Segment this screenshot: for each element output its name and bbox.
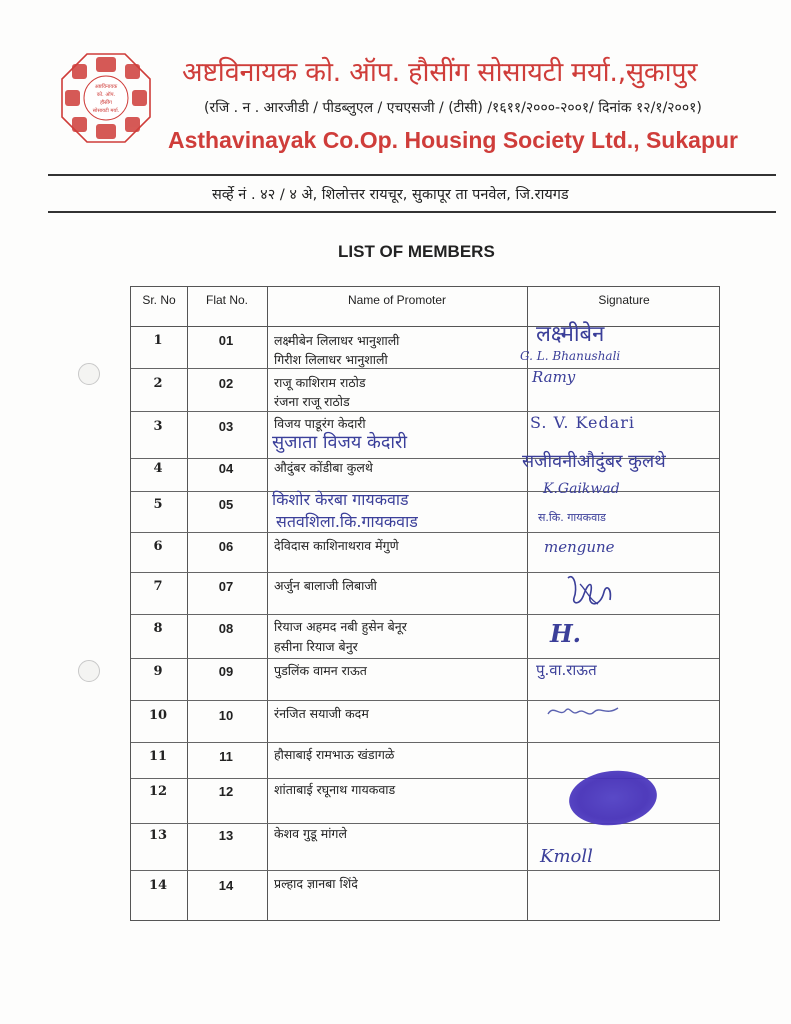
row-divider <box>131 572 719 573</box>
row-divider <box>131 411 719 412</box>
sr-no-cell: 12 <box>148 784 168 799</box>
header-divider <box>48 174 776 176</box>
promoter-name: प्रल्हाद ज्ञानबा शिंदे <box>274 876 358 891</box>
signature: S. V. Kedari <box>530 413 636 432</box>
row-divider <box>131 823 719 824</box>
column-header-sr-no: Sr. No <box>142 293 176 307</box>
promoter-name-stamp: किशोर केरबा गायकवाड <box>272 490 409 509</box>
column-header-name: Name of Promoter <box>347 293 447 307</box>
row-divider <box>131 870 719 871</box>
sr-no-cell: 14 <box>148 878 168 893</box>
sr-no-cell: 13 <box>148 828 168 843</box>
sr-no-cell: 5 <box>153 497 163 512</box>
document-title: LIST OF MEMBERS <box>338 242 495 261</box>
header-divider <box>48 211 776 213</box>
signature-scribble <box>560 570 620 612</box>
row-divider <box>131 491 719 492</box>
flat-no-cell: 09 <box>218 664 234 679</box>
flat-no-cell: 02 <box>218 376 234 391</box>
signature-scribble <box>544 698 624 726</box>
promoter-name: लक्ष्मीबेन लिलाधर भानुशाली <box>274 333 400 348</box>
flat-no-cell: 01 <box>218 333 234 348</box>
logo-text-line: सोसायटी मर्या. <box>92 108 120 114</box>
row-divider <box>131 614 719 615</box>
promoter-name: राजू काशिराम राठोड <box>274 375 366 390</box>
signature: पु.वा.राऊत <box>536 661 597 679</box>
sr-no-cell: 7 <box>153 579 163 594</box>
signature: सजीवनीऔदुंबर कुलथे <box>522 451 666 472</box>
column-divider <box>527 287 528 920</box>
promoter-name: गिरीश लिलाधर भानुशाली <box>274 352 388 367</box>
flat-no-cell: 04 <box>218 461 234 476</box>
promoter-name: औदुंबर कोंडीबा कुलथे <box>274 460 373 475</box>
registration-number: (रजि . न . आरजीडी / पीडब्लुएल / एचएसजी / (टीसी) /१६११/२०००-२००१/ दिनांक १२/१/२००१) <box>204 100 702 116</box>
promoter-name: हौसाबाई रामभाऊ खंडागळे <box>274 747 395 762</box>
promoter-name: अर्जुन बालाजी लिबाजी <box>274 578 377 593</box>
punch-hole <box>78 363 100 385</box>
column-divider <box>267 287 268 920</box>
society-name-english: Asthavinayak Co.Op. Housing Society Ltd., Sukapur <box>168 127 738 153</box>
column-header-flat-no: Flat No. <box>205 293 248 307</box>
flat-no-cell: 03 <box>218 419 234 434</box>
logo-text-line: हौसींग <box>100 100 112 106</box>
sr-no-cell: 2 <box>153 376 163 391</box>
row-divider <box>131 532 719 533</box>
flat-no-cell: 06 <box>218 539 234 554</box>
society-logo <box>60 52 152 144</box>
punch-hole <box>78 660 100 682</box>
promoter-name-stamp: सतवशिला.कि.गायकवाड <box>276 512 418 531</box>
promoter-name: देविदास काशिनाथराव मेंगुणे <box>274 538 399 553</box>
logo-text-line: अष्टविनायक <box>94 84 118 90</box>
sr-no-cell: 8 <box>153 621 163 636</box>
flat-no-cell: 13 <box>218 828 234 843</box>
promoter-name: शांताबाई रघूनाथ गायकवाड <box>274 782 396 797</box>
promoter-name: रंजना राजू राठोड <box>274 394 350 409</box>
flat-no-cell: 11 <box>219 749 233 764</box>
signature: Kmoll <box>540 846 593 867</box>
row-divider <box>131 658 719 659</box>
sr-no-cell: 3 <box>153 419 163 434</box>
row-divider <box>131 326 719 327</box>
column-header-signature: Signature <box>598 293 650 307</box>
promoter-name: रियाज अहमद नबी हुसेन बेनूर <box>274 619 407 634</box>
promoter-name: केशव गुडू मांगले <box>274 826 347 841</box>
flat-no-cell: 07 <box>218 579 234 594</box>
flat-no-cell: 12 <box>218 784 234 799</box>
society-address: सर्व्हे नं . ४२ / ४ अे, शिलोत्तर रायचूर, सुकापूर ता पनवेल, जि.रायगड <box>212 187 569 203</box>
sr-no-cell: 11 <box>148 749 168 764</box>
signature: लक्ष्मीबेन <box>536 322 605 347</box>
signature: Ramy <box>532 368 576 386</box>
row-divider <box>131 742 719 743</box>
promoter-name: विजय पाडूरंग केदारी <box>274 416 366 431</box>
sr-no-cell: 10 <box>148 708 168 723</box>
promoter-name: पुडलिंक वामन राऊत <box>274 663 367 678</box>
sr-no-cell: 9 <box>153 664 163 679</box>
signature: K.Gaikwad <box>543 481 620 497</box>
flat-no-cell: 10 <box>218 708 234 723</box>
signature: mengune <box>544 538 615 556</box>
sr-no-cell: 6 <box>153 539 163 554</box>
flat-no-cell: 05 <box>218 497 234 512</box>
sr-no-cell: 1 <box>153 333 163 348</box>
sr-no-cell: 4 <box>153 461 163 476</box>
flat-no-cell: 08 <box>218 621 234 636</box>
logo-text-line: को. ऑप. <box>96 92 116 98</box>
promoter-name: रंनजित सयाजी कदम <box>274 706 369 721</box>
society-name-marathi: अष्टविनायक को. ऑप. हौसींग सोसायटी मर्या.,सुकापुर <box>182 57 698 88</box>
promoter-name-handwritten: सुजाता विजय केदारी <box>272 432 408 453</box>
signature: स.कि. गायकवाड <box>538 511 606 524</box>
row-divider <box>131 700 719 701</box>
signature: H. <box>550 619 582 648</box>
row-divider <box>131 368 719 369</box>
signature: G. L. Bhanushali <box>520 349 621 363</box>
promoter-name: हसीना रियाज बेनुर <box>274 639 358 654</box>
flat-no-cell: 14 <box>218 878 234 893</box>
